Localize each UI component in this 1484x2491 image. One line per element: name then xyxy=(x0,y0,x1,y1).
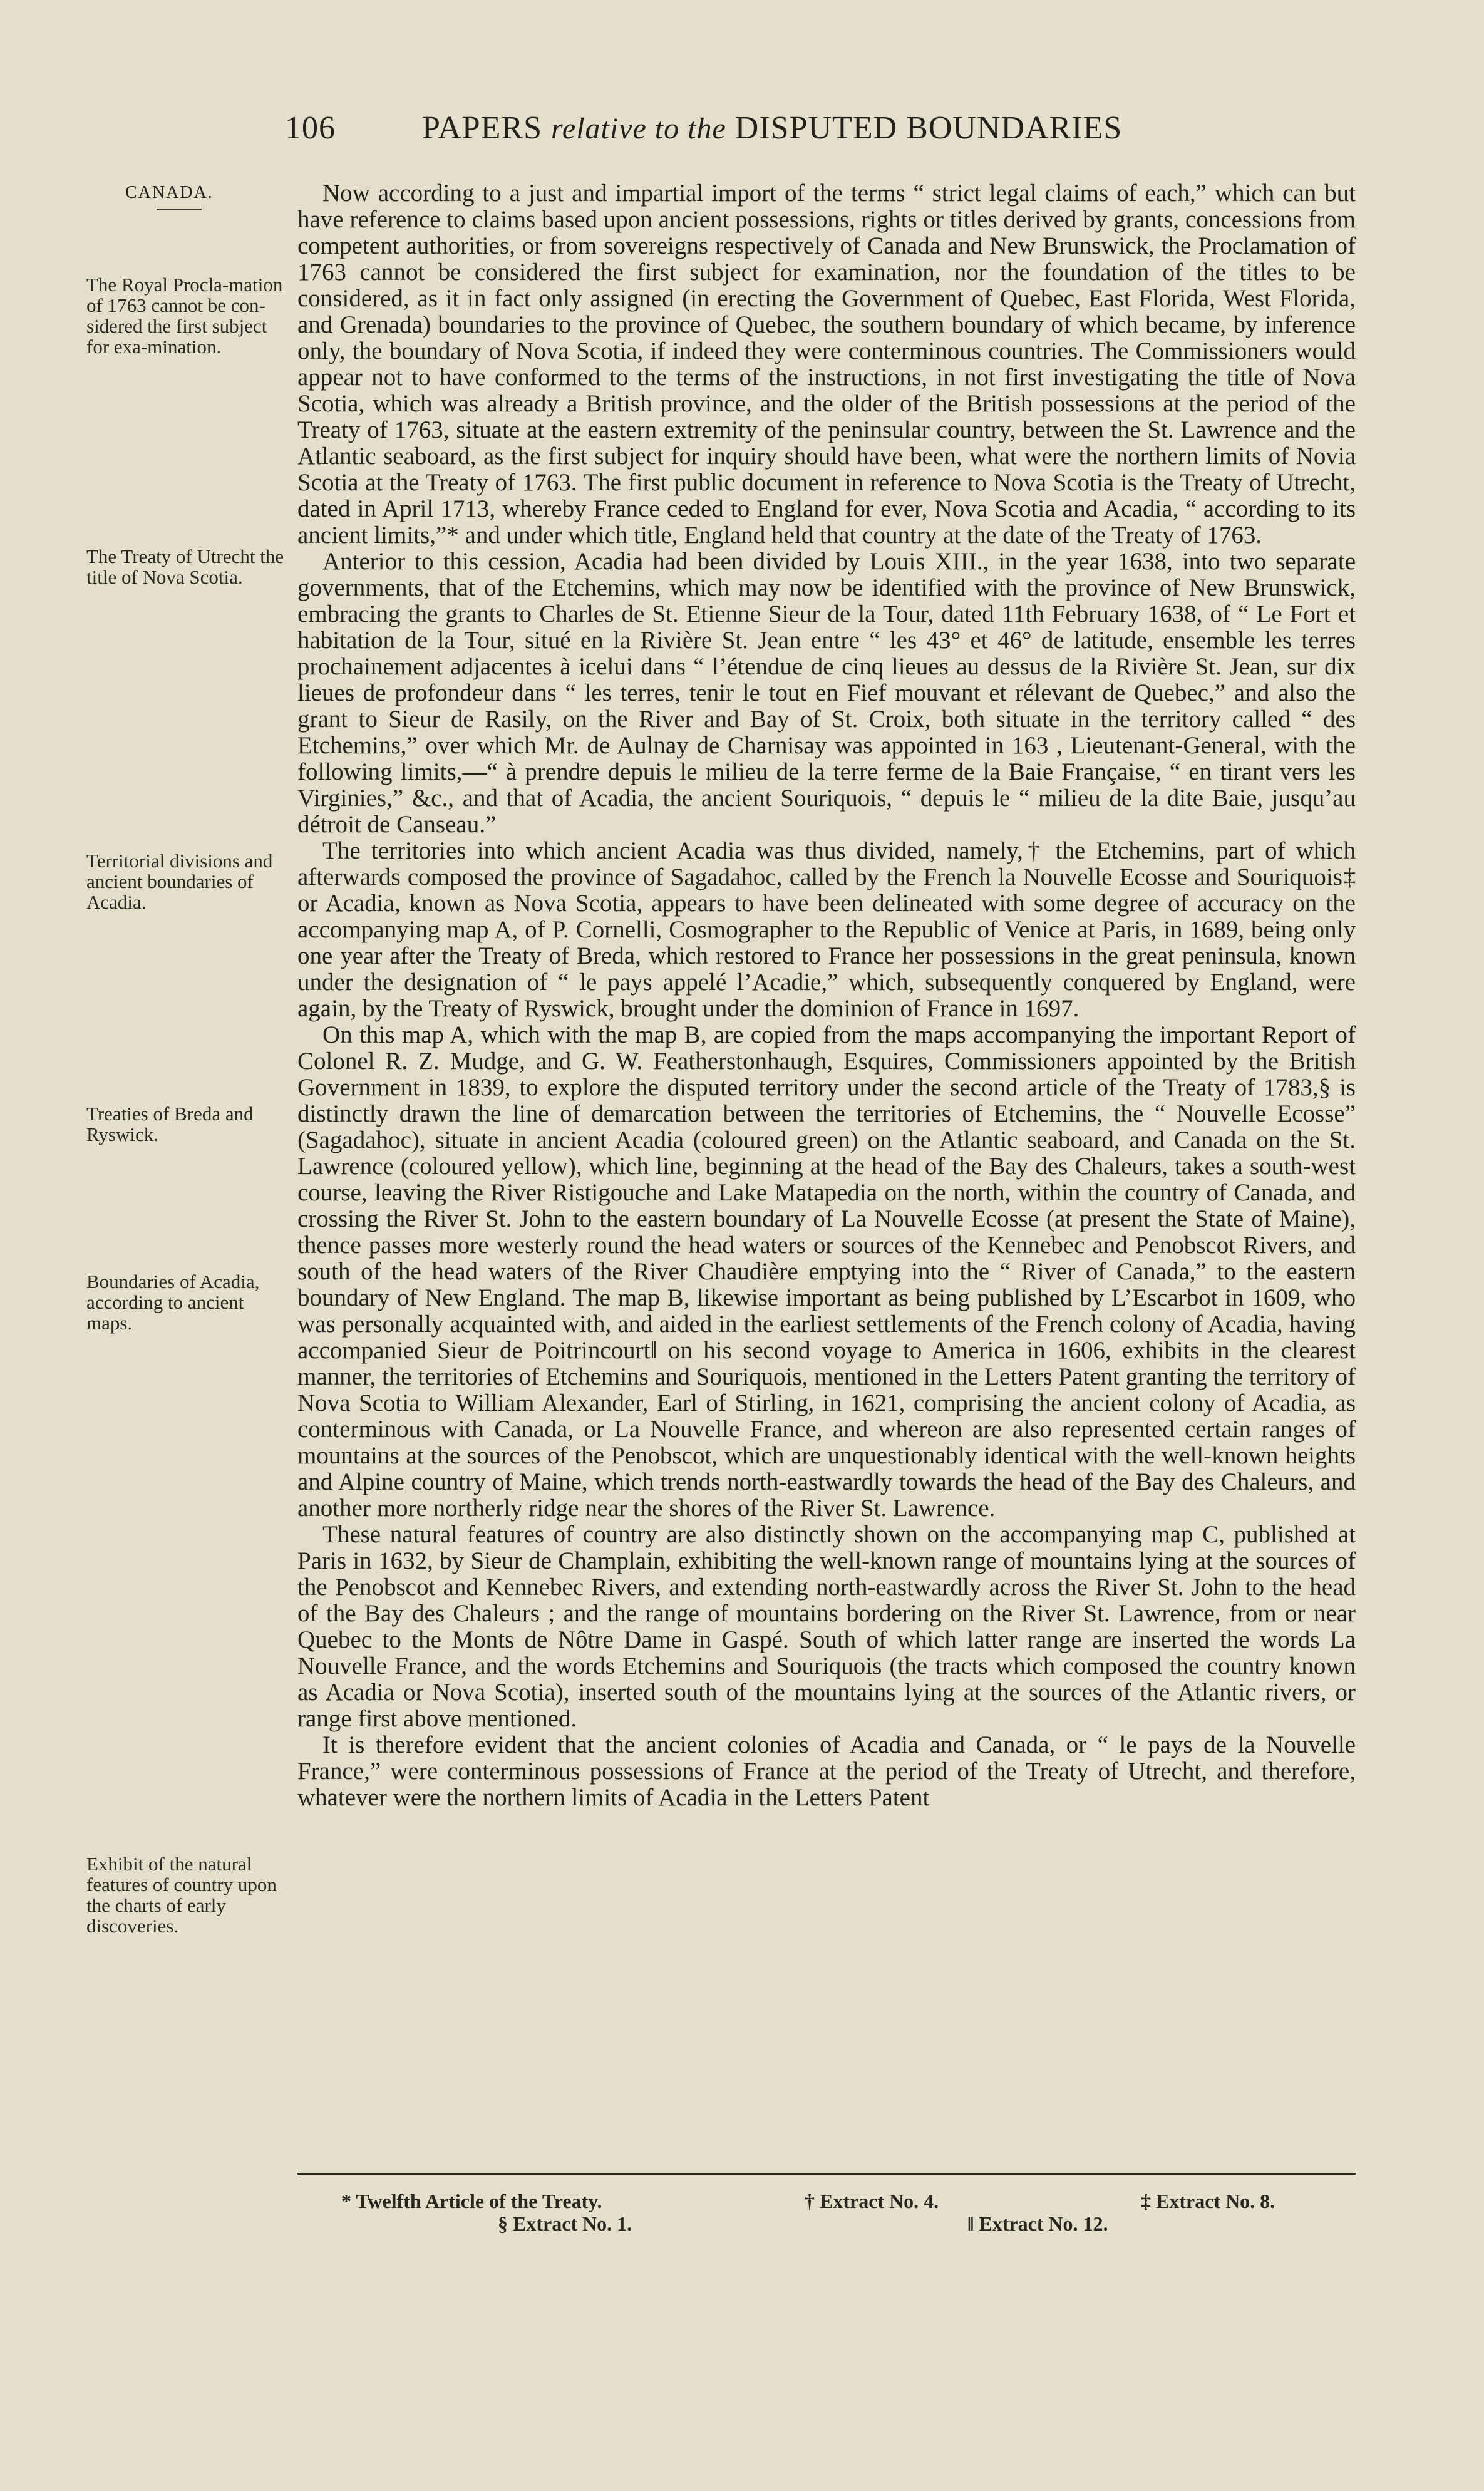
side-rule-divider xyxy=(157,209,202,210)
margin-note: The Royal Procla-mation of 1763 cannot be con-sidered the first subject for exa-mination. xyxy=(86,274,283,358)
paragraph: On this map A, which with the map B, are copied from the maps accompanying the important Report of Colonel R. Z. Mudge, and G. W. Featherstonhaugh, Esquires, Commissioners appointed by the British Government in 1839, to explore the disputed territory under the second article of the Treaty of 1783,§ is distinctly drawn the line of demarcation between the territories of Etchemins, the “ Nouvelle Ecosse” (Sagadahoc), situate in ancient Acadia (coloured green) on the Atlantic seaboard, and Canada on the St. Lawrence (coloured yellow), which line, beginning at the head of the Bay des Chaleurs, takes a south-west course, leaving the River Ristigouche and Lake Matapedia on the north, within the country of Canada, and crossing the River St. John to the eastern boundary of La Nouvelle Ecosse (at present the State of Maine), thence passes more westerly round the head waters or sources of the Kennebec and Penobscot Rivers, and south of the head waters of the River Chaudière emptying into the “ River of Canada,” to the eastern boundary of New England. The map B, likewise important as being published by L’Escarbot in 1609, who was personally acquainted with, and aided in the earliest settlements of the French colony of Acadia, having accompanied Sieur de Poitrincourt‖ on his second voyage to America in 1606, exhibits in the clearest manner, the territories of Etchemins and Souriquois, mentioned in the Letters Patent granting the territory of Nova Scotia to William Alexander, Earl of Stirling, in 1621, comprising the ancient colony of Acadia, as conterminous with Canada, or La Nouvelle France, and whereon are also represented certain ranges of mountains at the sources of the Penobscot, which are unquestionably identical with the well-known heights and Alpine country of Maine, which trends north-eastwardly towards the head of the Bay des Chaleurs, and another more northerly ridge near the shores of the River St. Lawrence. xyxy=(297,1021,1356,1522)
margin-note: Treaties of Breda and Ryswick. xyxy=(86,1103,254,1145)
margin-note: Exhibit of the natural features of country upon the charts of early discoveries. xyxy=(86,1853,277,1937)
running-title xyxy=(422,110,1122,146)
footnote: * Twelfth Article of the Treaty. xyxy=(341,2190,602,2212)
side-label: CANADA. xyxy=(125,183,214,202)
footnote: ‖ Extract No. 12. xyxy=(967,2212,1108,2235)
margin-note: Territorial divisions and ancient boundaries of Acadia. xyxy=(86,850,273,913)
footnote-divider xyxy=(297,2173,1356,2175)
margin-note: The Treaty of Utrecht the title of Nova Scotia. xyxy=(86,545,284,588)
paragraph: Now according to a just and impartial import of the terms “ strict legal claims of each,” which can but have reference to claims based upon ancient possessions, rights or titles derived by grants, concessions from competent authorities, or from sovereigns respectively of Canada and New Brunswick, the Proclamation of 1763 cannot be considered the first subject for examination, nor the foundation of the titles to be considered, as it in fact only assigned (in erecting the Government of Quebec, East Florida, West Florida, and Grenada) boundaries to the province of Quebec, the southern boundary of which became, by inference only, the boundary of Nova Scotia, if indeed they were conterminous countries. The Commissioners would appear not to have conformed to the terms of the instructions, in not first investigating the title of Nova Scotia, which was already a British province, and the older of the British possessions at the period of the Treaty of 1763, situate at the eastern extremity of the peninsular country, between the St. Lawrence and the Atlantic seaboard, as the first subject for inquiry should have been, what were the northern limits of Novia Scotia at the Treaty of 1763. The first public document in reference to Nova Scotia is the Treaty of Utrecht, dated in April 1713, whereby France ceded to England for ever, Nova Scotia and Acadia, “ according to its ancient limits,”* and under which title, England held that country at the date of the Treaty of 1763. xyxy=(297,180,1356,549)
paragraph: These natural features of country are also distinctly shown on the accompanying map C, published at Paris in 1632, by Sieur de Champlain, exhibiting the well-known range of mountains lying at the sources of the Penobscot and Kennebec Rivers, and extending north-eastwardly across the River St. John to the head of the Bay des Chaleurs ; and the range of mountains bordering on the River St. Lawrence, from or near Quebec to the Monts de Nôtre Dame in Gaspé. South of which latter range are inserted the words La Nouvelle France, and the words Etchemins and Souriquois (the tracts which composed the country known as Acadia or Nova Scotia), inserted south of the mountains lying at the sources of the Atlantic rivers, or range first above mentioned. xyxy=(297,1521,1356,1732)
paragraph: Anterior to this cession, Acadia had been divided by Louis XIII., in the year 1638, into two separate governments, that of the Etchemins, which may now be identified with the province of New Brunswick, embracing the grants to Charles de St. Etienne Sieur de la Tour, dated 11th February 1638, of “ Le Fort et habitation de la Tour, situé en la Rivière St. Jean entre “ les 43° et 46° de latitude, ensemble les terres prochainement adjacentes à icelui dans “ l’étendue de cinq lieues au dessus de la Rivière St. Jean, sur dix lieues de profondeur dans “ les terres, tenir le tout en Fief mouvant et rélevant de Quebec,” and also the grant to Sieur de Rasily, on the River and Bay of St. Croix, both situate in the territory called “ des Etchemins,” over which Mr. de Aulnay de Charnisay was appointed in 163 , Lieutenant-General, with the following limits,—“ à prendre depuis le milieu de la terre ferme de la Baie Française, “ en tirant vers les Virginies,” &c., and that of Acadia, the ancient Souriquois, “ depuis le “ milieu de la dite Baie, jusqu’au détroit de Canseau.” xyxy=(297,548,1356,838)
footnote: ‡ Extract No. 8. xyxy=(1141,2190,1275,2212)
title-prefix: PAPERS xyxy=(422,110,542,146)
title-italic: relative to the xyxy=(551,112,726,145)
page-header xyxy=(285,110,1237,147)
footnote: † Extract No. 4. xyxy=(805,2190,939,2212)
paragraph: The territories into which ancient Acadia was thus divided, namely,† the Etchemins, part of which afterwards composed the province of Sagadahoc, called by the French la Nouvelle Ecosse and Souriquois‡ or Acadia, known as Nova Scotia, appears to have been delineated with some degree of accuracy on the accompanying map A, of P. Cornelli, Cosmographer to the Republic of Venice at Paris, in 1689, being only one year after the Treaty of Breda, which restored to France her possessions in the great peninsula, known under the designation of “ le pays appelé l’Acadie,” which, subsequently conquered by England, were again, by the Treaty of Ryswick, brought under the dominion of France in 1697. xyxy=(297,837,1356,1022)
margin-note: Boundaries of Acadia, according to ancient maps. xyxy=(86,1271,260,1334)
title-suffix: DISPUTED BOUNDARIES xyxy=(734,110,1123,146)
paragraph: It is therefore evident that the ancient colonies of Acadia and Canada, or “ le pays de la Nouvelle France,” were conterminous possessions of France at the period of the Treaty of Utrecht, and therefore, whatever were the northern limits of Acadia in the Letters Patent xyxy=(297,1731,1356,1811)
page-number: 106 xyxy=(285,110,336,146)
main-text xyxy=(297,180,1356,1811)
footnote: § Extract No. 1. xyxy=(498,2212,632,2235)
